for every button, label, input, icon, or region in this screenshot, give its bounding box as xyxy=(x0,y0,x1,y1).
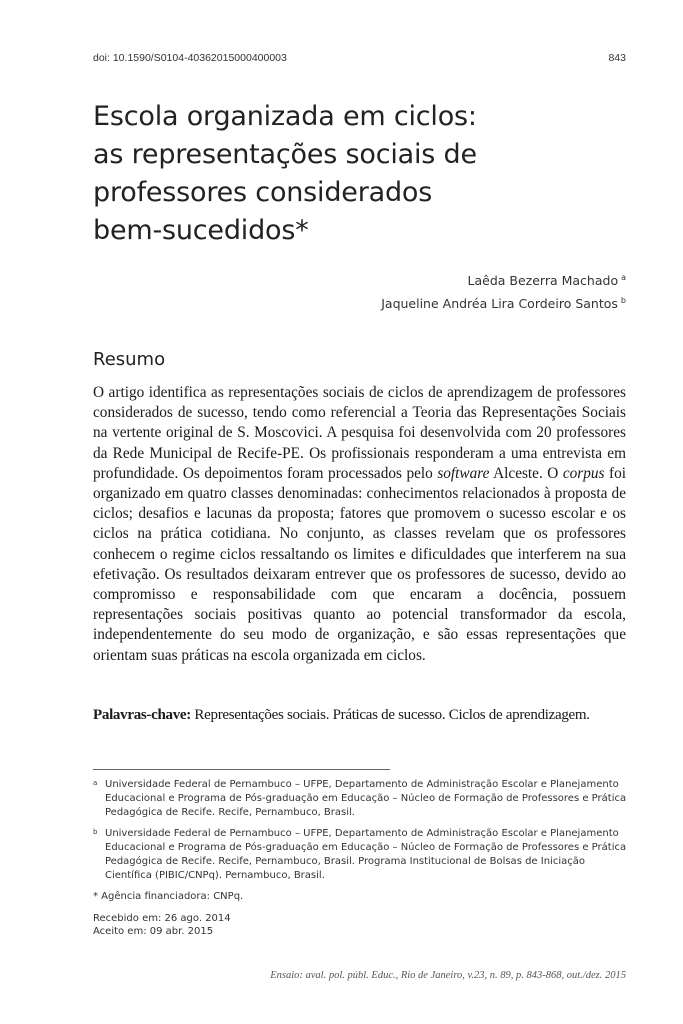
article-title xyxy=(93,98,613,250)
software-term: software xyxy=(437,464,490,482)
abstract-text xyxy=(93,383,626,666)
footnote-b xyxy=(93,827,633,883)
title-line: professores considerados xyxy=(93,177,433,208)
accepted-date: Aceito em: 09 abr. 2015 xyxy=(93,926,214,937)
keywords-label: Palavras-chave: xyxy=(93,707,191,723)
keywords xyxy=(93,705,626,725)
journal-citation: Ensaio: aval. pol. públ. Educ., Rio de Janeiro, v.23, n. 89, p. 843-868, out./dez. 2015 xyxy=(270,970,626,981)
funding-note: * Agência financiadora: CNPq. xyxy=(93,891,244,902)
author-affiliation-mark: a xyxy=(621,273,626,282)
corpus-term: corpus xyxy=(562,464,605,482)
author xyxy=(381,291,626,314)
abstract-text-part: Alceste. O xyxy=(489,464,563,482)
author-list xyxy=(381,268,626,314)
footnote-mark: b xyxy=(93,828,98,836)
author xyxy=(381,268,626,291)
doi: doi: 10.1590/S0104-40362015000400003 xyxy=(93,52,287,64)
footnote-text: Universidade Federal de Pernambuco – UFPE, Departamento de Administração Escolar e Planejamento Educacional e Programa de Pós-graduação em Educação – Núcleo de Formação de Professores e Prática Pedagógica de Recife. Recife, Pernambuco, Brasil. Programa Institucional de Bolsas de Iniciação Científica (PIBIC/CNPq). Pernambuco, Brasil. xyxy=(105,828,627,881)
title-line: bem-sucedidos* xyxy=(93,215,309,246)
abstract-text-part: O artigo identifica as representações sociais de ciclos de aprendizagem de professores considerados de sucesso, tendo como referencial a Teoria das Representações Sociais na vertente original de S. Moscovici. A pesquisa foi desenvolvida com 20 professores da Rede Municipal de Recife-PE. Os profissionais responderam a uma entrevista em profundidade. Os depoimentos foram processados pelo xyxy=(93,384,626,482)
received-date: Recebido em: 26 ago. 2014 xyxy=(93,913,231,924)
footnote-mark: a xyxy=(93,779,98,787)
author-name: Laêda Bezerra Machado xyxy=(467,273,619,288)
footnotes xyxy=(93,778,633,938)
abstract-text-part: foi organizado em quatro classes denominadas: conhecimentos relacionados à proposta de ciclos; desafios e lacunas da proposta; fatores que promovem o sucesso escolar e os ciclos na prática cotidiana. No conjunto, as classes revelam que os professores conhecem o regime ciclos ressaltando os limites e dificuldades que interferem na sua efetivação. Os resultados deixaram entrever que os professores de sucesso, devido ao compromisso e responsabilidade com que encaram a docência, possuem representações sociais positivas quanto ao potencial transformador da escola, independentemente do seu modo de organização, e são essas representações que orientam suas práticas na escola organizada em ciclos. xyxy=(93,464,626,664)
footnote-a xyxy=(93,778,633,820)
title-line: Escola organizada em ciclos: xyxy=(93,101,477,132)
page-header xyxy=(93,52,626,64)
footnote-text: Universidade Federal de Pernambuco – UFPE, Departamento de Administração Escolar e Planejamento Educacional e Programa de Pós-graduação em Educação – Núcleo de Formação de Professores e Prática Pedagógica de Recife. Recife, Pernambuco, Brasil. xyxy=(105,779,627,818)
title-line: as representações sociais de xyxy=(93,139,477,170)
footnote-divider xyxy=(93,769,390,770)
keywords-list: Representações sociais. Práticas de sucesso. Ciclos de aprendizagem. xyxy=(190,707,590,723)
abstract-heading: Resumo xyxy=(93,349,166,370)
author-affiliation-mark: b xyxy=(620,296,626,305)
author-name: Jaqueline Andréa Lira Cordeiro Santos xyxy=(381,296,618,311)
page-number: 843 xyxy=(608,52,626,64)
